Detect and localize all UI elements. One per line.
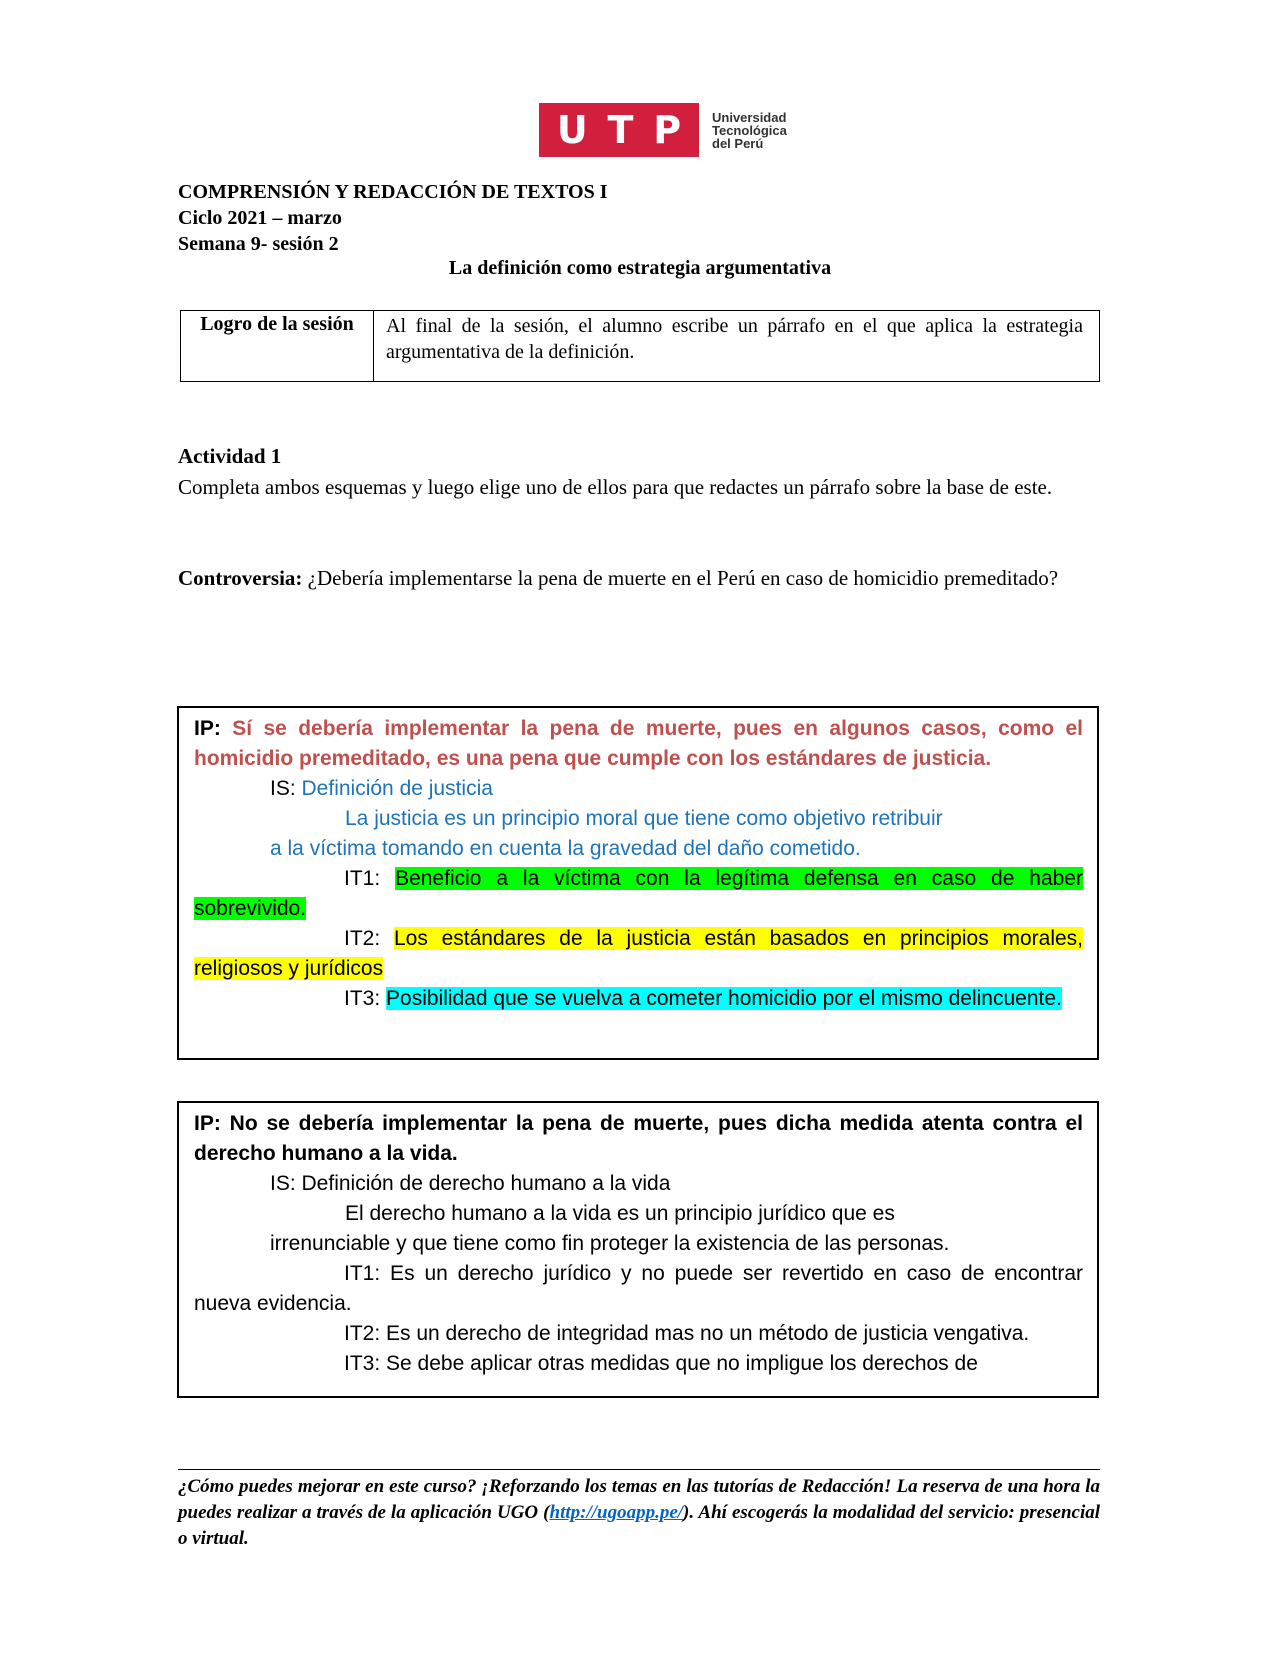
scheme1-it2-text: Los estándares de la justicia están basados en principios morales, religiosos y jurídicos bbox=[194, 927, 1083, 980]
scheme1-it1-label: IT1: bbox=[344, 867, 396, 890]
scheme-box-contra bbox=[177, 1101, 1099, 1398]
scheme1-is-text: Definición de justicia bbox=[301, 777, 493, 800]
scheme1-definition-line1: La justicia es un principio moral que tiene como objetivo retribuir bbox=[345, 807, 943, 830]
scheme2-definition-line1: El derecho humano a la vida es un principio jurídico que es bbox=[345, 1202, 895, 1225]
logo-letter-u: U bbox=[556, 108, 588, 152]
course-title: COMPRENSIÓN Y REDACCIÓN DE TEXTOS I bbox=[178, 181, 608, 203]
ugo-app-link[interactable]: http://ugoapp.pe/ bbox=[549, 1502, 684, 1523]
session-goal-table bbox=[180, 310, 1100, 382]
scheme1-definition-line2: a la víctima tomando en cuenta la gravedad del daño cometido. bbox=[270, 837, 861, 860]
scheme1-ip bbox=[194, 714, 1083, 774]
logo-letter-p: P bbox=[653, 108, 682, 152]
scheme2-it1: IT1: Es un derecho jurídico y no puede ser revertido en caso de encontrar nueva evidencia. bbox=[194, 1262, 1083, 1315]
controversy-text: ¿Debería implementarse la pena de muerte en el Perú en caso de homicidio premeditado? bbox=[302, 566, 1059, 590]
scheme1-is-label: IS: bbox=[270, 777, 302, 800]
scheme2-is: IS: Definición de derecho humano a la vida bbox=[270, 1172, 671, 1195]
scheme1-it1-text: Beneficio a la víctima con la legítima defensa en caso de haber sobrevivido. bbox=[194, 867, 1083, 920]
scheme1-it3-text: Posibilidad que se vuelva a cometer homicidio por el mismo delincuente. bbox=[386, 987, 1062, 1010]
scheme1-ip-label: IP: bbox=[194, 717, 221, 740]
controversy-label: Controversia: bbox=[178, 566, 303, 590]
page-title: La definición como estrategia argumentativa bbox=[448, 257, 832, 279]
logo-university-name bbox=[712, 111, 787, 150]
scheme2-definition-line2: irrenunciable y que tiene como fin proteger la existencia de las personas. bbox=[270, 1232, 950, 1255]
scheme2-ip: IP: No se debería implementar la pena de muerte, pues dicha medida atenta contra el derecho humano a la vida. bbox=[194, 1112, 1083, 1165]
controversy-paragraph bbox=[178, 563, 1100, 593]
footer-note bbox=[178, 1474, 1100, 1552]
scheme1-ip-text: Sí se debería implementar la pena de muerte, pues en algunos casos, como el homicidio premeditado, es una pena que cumple con los estándares de justicia. bbox=[194, 717, 1083, 770]
logo-name-line: Universidad bbox=[712, 109, 787, 125]
activity-instructions: Completa ambos esquemas y luego elige uno de ellos para que redactes un párrafo sobre la base de este. bbox=[178, 475, 1053, 499]
utp-logo bbox=[539, 103, 787, 157]
scheme1-it2-label: IT2: bbox=[344, 927, 394, 950]
footer-text-after: ). Ahí escogerás la modalidad del servicio: presencial o virtual. bbox=[178, 1502, 1101, 1549]
session-goal-text: Al final de la sesión, el alumno escribe un párrafo en el que aplica la estrategia argumentativa de la definición. bbox=[374, 311, 1100, 382]
footer-divider bbox=[178, 1469, 1100, 1470]
logo-mark bbox=[539, 103, 699, 157]
week-session-label: Semana 9- sesión 2 bbox=[178, 233, 339, 255]
session-goal-label: Logro de la sesión bbox=[181, 311, 374, 382]
logo-letter-t: T bbox=[607, 108, 634, 152]
scheme2-it3: IT3: Se debe aplicar otras medidas que no impligue los derechos de bbox=[344, 1352, 978, 1375]
scheme1-it1 bbox=[194, 864, 1083, 924]
scheme1-it3 bbox=[194, 984, 1083, 1014]
cycle-label: Ciclo 2021 – marzo bbox=[178, 207, 342, 229]
logo-name-line: del Perú bbox=[712, 135, 764, 151]
footer-text-before: ¿Cómo puedes mejorar en este curso? ¡Reforzando los temas en las tutorías de Redacción! La reserva de una hora la puedes realizar a través de la aplicación UGO ( bbox=[178, 1476, 1100, 1523]
activity-title: Actividad 1 bbox=[178, 444, 282, 468]
scheme2-it2: IT2: Es un derecho de integridad mas no un método de justicia vengativa. bbox=[344, 1322, 1030, 1345]
scheme1-it3-label: IT3: bbox=[344, 987, 387, 1010]
scheme-box-pro bbox=[177, 706, 1099, 1060]
logo-name-line: Tecnológica bbox=[712, 122, 787, 138]
scheme1-is bbox=[194, 774, 1083, 804]
scheme1-it2 bbox=[194, 924, 1083, 984]
